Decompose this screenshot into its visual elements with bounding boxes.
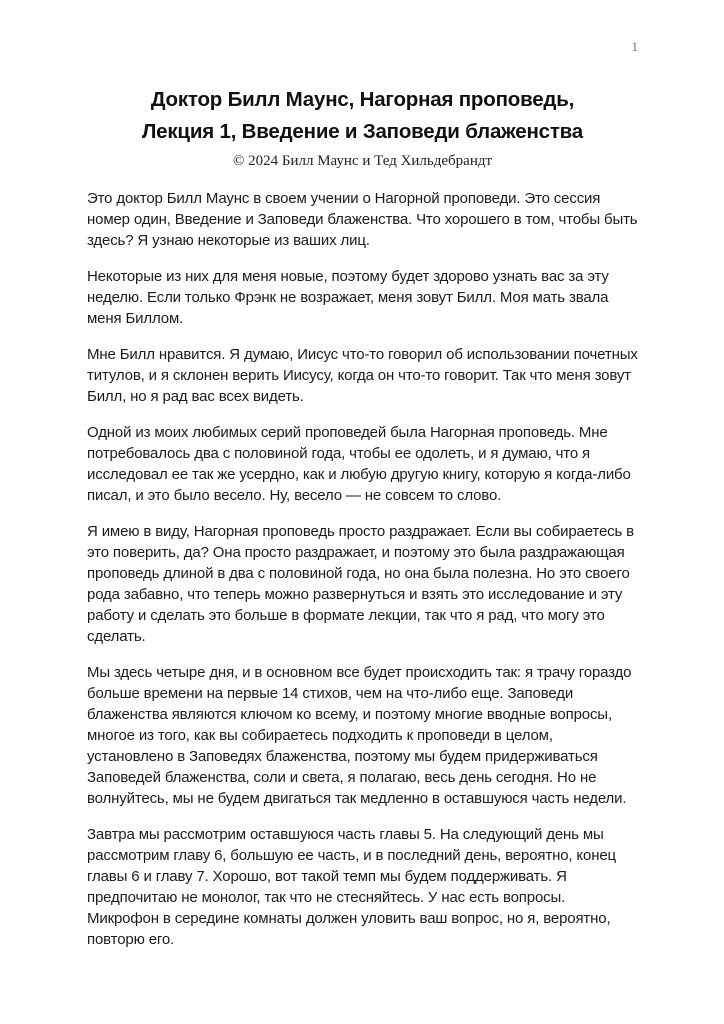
paragraph-1: Это доктор Билл Маунс в своем учении о Нагорной проповеди. Это сессия номер один, Введение и Заповеди блаженства. Что хорошего в том, чтобы быть здесь? Я узнаю некоторые из ваших лиц.	[87, 190, 638, 249]
paragraph-3: Мне Билл нравится. Я думаю, Иисус что-то говорил об использовании почетных титулов, и я склонен верить Иисусу, когда он что-то говорит. Так что меня зовут Билл, но я рад вас всех видеть.	[87, 346, 638, 405]
document-title-line-1: Доктор Билл Маунс, Нагорная проповедь,	[150, 88, 575, 111]
document-title-line-2: Лекция 1, Введение и Заповеди блаженства	[141, 120, 584, 143]
document-title	[87, 84, 638, 148]
paragraph-6: Мы здесь четыре дня, и в основном все будет происходить так: я трачу гораздо больше времени на первые 14 стихов, чем на что-либо еще. Заповеди блаженства являются ключом ко всему, и поэтому многие вводные вопросы, многое из того, как вы собираетесь подходить к проповеди в целом, установлено в Заповедях блаженства, поэтому мы будем придерживаться Заповедей блаженства, соли и света, я полагаю, весь день сегодня. Но не волнуйтесь, мы не будем двигаться так медленно в оставшуюся часть недели.	[87, 664, 632, 807]
paragraph-4: Одной из моих любимых серий проповедей была Нагорная проповедь. Мне потребовалось два с половиной года, чтобы ее одолеть, и я думаю, что я исследовал ее так же усердно, как и любую другую книгу, которую я когда-либо писал, и это было весело. Ну, весело — не совсем то слово.	[87, 424, 631, 504]
paragraph-5: Я имею в виду, Нагорная проповедь просто раздражает. Если вы собираетесь в это поверить, да? Она просто раздражает, и поэтому это была раздражающая проповедь длиной в два с половиной года, но она была полезна. Но это своего рода забавно, что теперь можно развернуться и взять это исследование и эту работу и сделать это больше в формате лекции, так что я рад, что могу это сделать.	[87, 523, 634, 645]
page-number: 1	[631, 39, 638, 54]
paragraph-7: Завтра мы рассмотрим оставшуюся часть главы 5. На следующий день мы рассмотрим главу 6, большую ее часть, и в последний день, вероятно, конец главы 6 и главу 7. Хорошо, вот такой темп мы будем поддерживать. Я предпочитаю не монолог, так что не стесняйтесь. У нас есть вопросы. Микрофон в середине комнаты должен уловить ваш вопрос, но я, вероятно, повторю его.	[87, 826, 616, 948]
copyright-line: © 2024 Билл Маунс и Тед Хильдебрандт	[232, 153, 493, 169]
paragraph-2: Некоторые из них для меня новые, поэтому будет здорово узнать вас за эту неделю. Если только Фрэнк не возражает, меня зовут Билл. Моя мать звала меня Биллом.	[87, 268, 609, 327]
